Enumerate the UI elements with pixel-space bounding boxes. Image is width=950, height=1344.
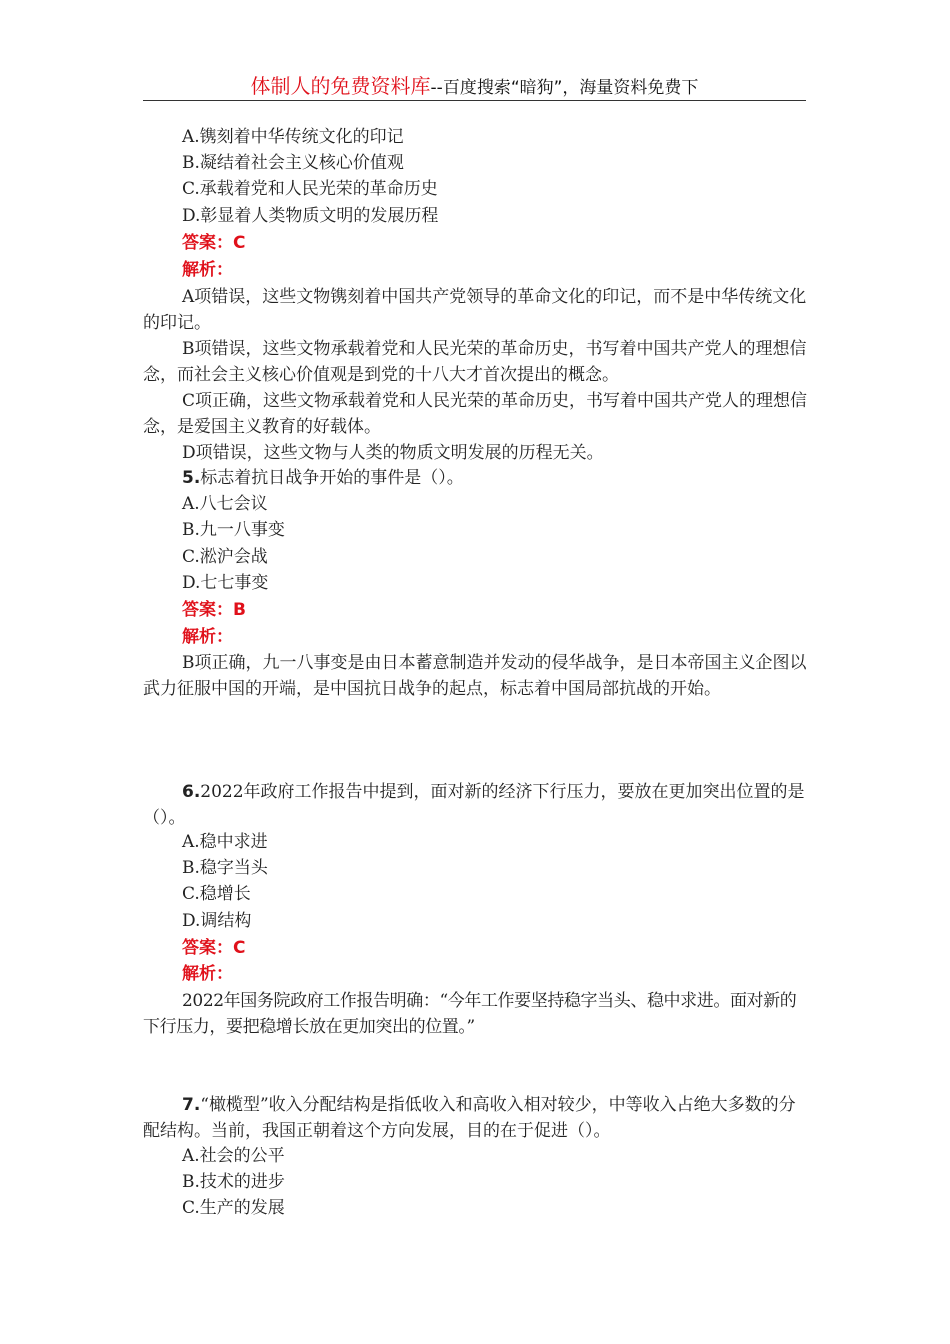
q4-option-d: D.彰显着人类物质文明的发展历程 <box>182 206 439 226</box>
q6-explanation: 2022年国务院政府工作报告明确：“今年工作要坚持稳字当头、稳中求进。面对新的下行压力，要把稳增长放在更加突出的位置。” <box>143 991 797 1037</box>
q6-answer: 答案：C <box>182 938 246 958</box>
header-hint: --百度搜索“暗狗”，海量资料免费下 <box>430 78 699 98</box>
q5-option-a: A.八七会议 <box>182 494 268 514</box>
q5-explanation: B项正确，九一八事变是由日本蓄意制造并发动的侵华战争，是日本帝国主义企图以武力征服中国的开端，是中国抗日战争的起点，标志着中国局部抗战的开始。 <box>143 653 807 699</box>
q4-explanation-a: A项错误，这些文物镌刻着中国共产党领导的革命文化的印记，而不是中华传统文化的印记。 <box>143 287 807 333</box>
q7-stem-line <box>143 1092 808 1144</box>
q6-analysis-label: 解析： <box>182 964 233 984</box>
q4-explanation-c: C项正确，这些文物承载着党和人民光荣的革命历史，书写着中国共产党人的理想信念，是爱国主义教育的好载体。 <box>143 391 808 437</box>
q4-option-b: B.凝结着社会主义核心价值观 <box>182 153 404 173</box>
q6-stem-line <box>143 779 808 831</box>
q7-option-b: B.技术的进步 <box>182 1172 285 1192</box>
q4-answer: 答案：C <box>182 233 246 253</box>
q5-option-b: B.九一八事变 <box>182 520 285 540</box>
q4-analysis-label: 解析： <box>182 260 233 280</box>
q5-stem-line <box>182 466 464 490</box>
q6-option-a: A.稳中求进 <box>182 832 268 852</box>
header-brand: 体制人的免费资料库 <box>250 74 431 98</box>
q5-analysis-label: 解析： <box>182 627 233 647</box>
q7-stem: “橄榄型”收入分配结构是指低收入和高收入相对较少，中等收入占绝大多数的分配结构。当前，我国正朝着这个方向发展，目的在于促进（）。 <box>143 1095 796 1141</box>
q4-option-a: A.镌刻着中华传统文化的印记 <box>182 127 404 147</box>
q7-option-c: C.生产的发展 <box>182 1198 285 1218</box>
q7-option-a: A.社会的公平 <box>182 1146 285 1166</box>
q5-answer: 答案：B <box>182 600 246 620</box>
q5-option-d: D.七七事变 <box>182 573 269 593</box>
q5-number: 5. <box>182 468 201 488</box>
q6-option-b: B.稳字当头 <box>182 858 268 878</box>
q4-option-c: C.承载着党和人民光荣的革命历史 <box>182 179 438 199</box>
q5-stem: 标志着抗日战争开始的事件是（）。 <box>200 468 464 488</box>
page-header <box>143 70 806 101</box>
q4-explanation-d: D项错误，这些文物与人类的物质文明发展的历程无关。 <box>182 443 604 463</box>
q6-stem: 2022年政府工作报告中提到，面对新的经济下行压力，要放在更加突出位置的是（）。 <box>143 782 805 828</box>
q6-option-d: D.调结构 <box>182 911 252 931</box>
q6-number: 6. <box>182 782 201 802</box>
q6-option-c: C.稳增长 <box>182 884 251 904</box>
q7-number: 7. <box>182 1095 201 1115</box>
q4-explanation-b: B项错误，这些文物承载着党和人民光荣的革命历史，书写着中国共产党人的理想信念，而社会主义核心价值观是到党的十八大才首次提出的概念。 <box>143 339 807 385</box>
q5-option-c: C.淞沪会战 <box>182 547 268 567</box>
